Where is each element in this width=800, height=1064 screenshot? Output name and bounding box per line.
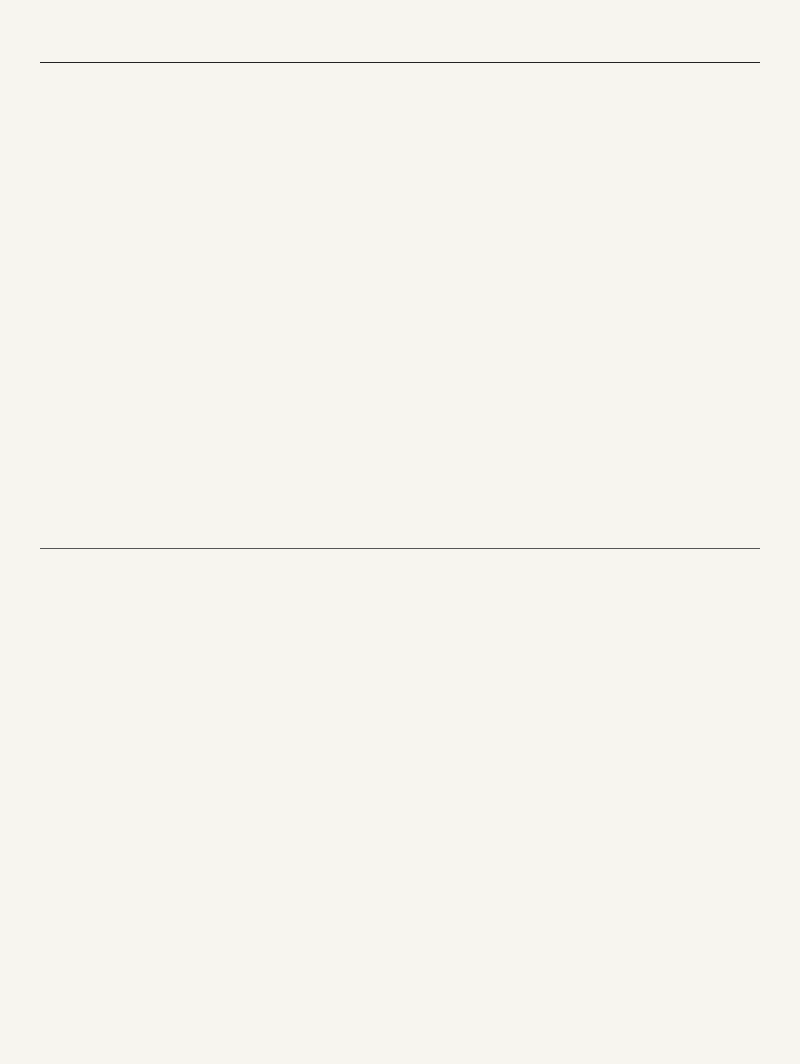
page-header [40,36,760,60]
bottom-article [40,555,760,980]
section-divider [40,548,760,549]
header-rule [40,62,760,63]
top-article [40,66,760,491]
